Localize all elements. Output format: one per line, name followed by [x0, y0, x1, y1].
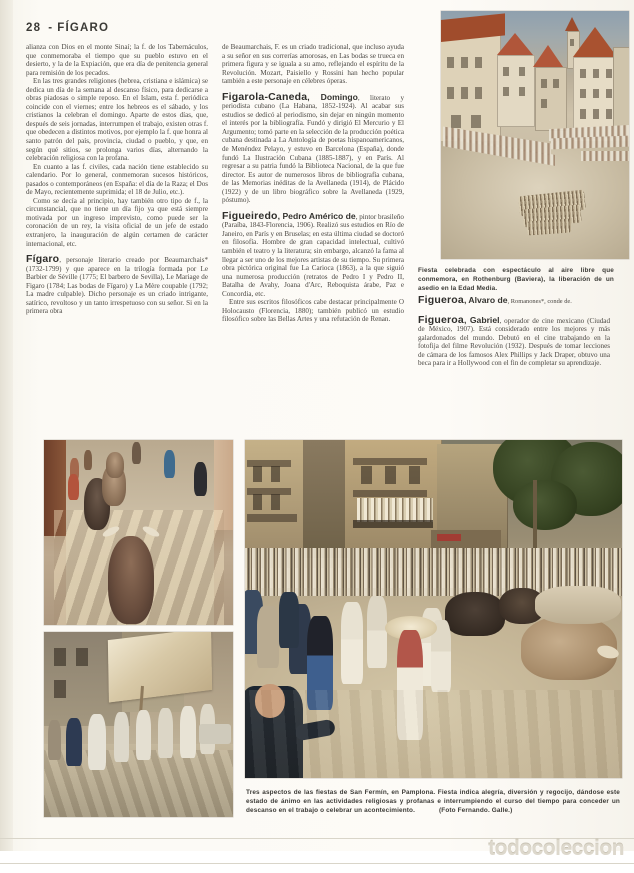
window: [471, 115, 481, 128]
entry-body: , literato y periodista cubano (La Habana, 1852-1924). Al acabar sus estudios se dedicó al periodismo, sin dejar en ningún momento el interés por la bibliografía. Fundó y dirigió El Mercurio y El Argumento; tomó parte en la selección de la producción poética cubana destinada a La Antología de poetas hispanoamericanos, de Menéndez Pelayo, y estuvo en Barcelona (España), donde fundó La Ilustración Cubana (1885-1887), y en París. Al regresar a su patria fundó la Biblioteca Nacional, de la que fue director. Es autor de numerosos libros de bibliografía cubana, de las Memorias inéditas de la Avellaneda (1914), de Plácido (1922) y de un libro biográfico sobre la Avellaneda (1929, póstumo).: [222, 93, 404, 205]
window: [447, 87, 454, 99]
paragraph: alianza con Dios en el monte Sinaí; la f. de los Tabernáculos, que conmemoraba el tiempo que su pueblo estuvo en el desierto, y la de la Expiación, que era día de penitencia general para remisión de los pecados.: [26, 43, 208, 77]
window: [606, 69, 612, 78]
building: [303, 440, 348, 558]
window: [451, 115, 461, 128]
dictionary-entry-figueroa-alvaro: [418, 296, 610, 307]
window: [54, 648, 66, 666]
caption-rothenburg: Fiesta celebrada con espectáculo al aire libre que conmemora, en Rothenburg (Baviera), la liberación de un asedio en la Edad Media.: [418, 267, 614, 293]
balcony: [353, 458, 427, 465]
entry-subheadword: , Gabriel: [463, 314, 500, 325]
dictionary-entry-figaro: [26, 255, 208, 316]
window: [271, 466, 280, 482]
bull: [445, 592, 505, 636]
shop-sign: [437, 534, 461, 541]
window: [503, 87, 509, 96]
balcony: [353, 520, 433, 528]
window: [593, 69, 599, 78]
paragraph: En cuanto a las f. civiles, cada nación tiene establecido su calendario. Por lo general, conmemoran sucesos históricos, pasados o contemporáneos (en España: el día de la Raza; el Dos de Mayo, recientemente suprimida; el 18 de Julio, etc.).: [26, 162, 208, 197]
crowd: [581, 151, 629, 161]
window: [519, 67, 525, 76]
entry-headword: Figueroa: [418, 313, 464, 326]
runner: [341, 602, 363, 684]
entry-headword: Figarola-Caneda: [222, 90, 308, 103]
dictionary-entry-figarola-caneda: [222, 90, 404, 205]
window: [76, 648, 88, 666]
person: [114, 712, 129, 762]
gable-roof: [497, 33, 533, 55]
runner: [84, 450, 92, 470]
page-number: 28: [26, 22, 42, 34]
window: [580, 69, 586, 78]
entry-body: , Romanones*, conde de.: [507, 298, 572, 305]
building: [535, 67, 567, 131]
window: [541, 79, 547, 88]
bull-steer: [535, 586, 621, 624]
dictionary-entry-figueiredo: [222, 209, 404, 298]
entry-body: , pintor brasileño (Paraíba, 1843-Florencia, 1906). Realizó sus estudios en Río de Janeiro, en París y en Bruselas; en esta última ciudad se doctoró en filosofía. Hombre de gran capacidad intelectual, cultivó también el teatro y la literatura; sin embargo, alcanzó la fama al llegar a ser uno de los mejores artistas de su tiempo. Su primera obra pictórica original fue La Carioca (1863), a la que siguió una numerosa producción (retratos de Pedro I y Pedro II, Batalha de Avahy, Joana d'Arc, Reboquista árabe, Paz e Concordia, etc.: [222, 212, 404, 298]
paragraph: Entre sus escritos filosóficos cabe destacar principalmente O Holocausto (Florencia, 1880); también publicó un estudio filosófico sobre las Bellas Artes y una refutación de Renan.: [222, 298, 404, 324]
balcony-spectators: [357, 498, 433, 522]
bull: [106, 452, 124, 478]
window: [541, 99, 547, 108]
window: [409, 466, 420, 484]
lamp-post: [533, 480, 537, 548]
runner: [68, 474, 79, 500]
watermark-todocoleccion: todocoleccion: [488, 837, 624, 860]
window: [54, 680, 66, 698]
window: [593, 89, 599, 98]
scan-left-edge: [0, 0, 13, 873]
runner: [132, 442, 141, 464]
paragraph: En las tres grandes religiones (hebrea, cristiana e islámica) se dedica un día de la semana al descanso físico, para dedicarse a obras piadosas o simple reposo. En el Islam, esta f. periódica coincide con el viernes; entre los hebreos es el sábado, y los cristianos la celebran el domingo. Aparte de estos días, que, después de seis jornadas, interrumpen el trabajo, existen otras f. que obedecen a distintos motivos, por ejemplo la f. que honra al santo patrón del país, provincia, ciudad o pueblo, y que, en según qué sitios, se prolonga varios días, alternando la celebración religiosa con la profana.: [26, 77, 208, 163]
window: [606, 89, 612, 98]
person: [48, 720, 61, 760]
entry-subheadword: , Alvaro de: [463, 295, 508, 305]
window: [606, 109, 612, 119]
window: [361, 466, 372, 484]
window: [271, 494, 280, 510]
caption-san-fermin: [246, 788, 620, 816]
runner: [279, 592, 299, 648]
balcony: [353, 490, 427, 497]
person: [158, 708, 173, 758]
photo-bull-run-street: [44, 440, 233, 625]
window: [253, 494, 262, 510]
dictionary-entry-figueroa-gabriel: [418, 313, 610, 368]
person: [66, 718, 82, 766]
window: [385, 466, 396, 484]
person: [180, 706, 196, 758]
entry-subheadword: , Domingo: [307, 91, 358, 102]
window: [475, 87, 482, 99]
bull-foreground: [108, 536, 154, 624]
runner: [194, 462, 207, 496]
gable-roof: [533, 45, 563, 67]
person: [88, 714, 106, 770]
tree: [513, 480, 577, 530]
entry-headword: Figueroa: [418, 294, 464, 306]
page-title: FÍGARO: [57, 22, 110, 34]
text-column-left: [26, 43, 208, 316]
balcony: [247, 514, 297, 522]
window: [580, 109, 586, 119]
runner: [367, 596, 387, 668]
window: [253, 466, 262, 482]
runner: [257, 606, 279, 668]
page-header: [26, 22, 109, 34]
window: [519, 87, 525, 96]
photo-credit: (Foto Fernando. Galle.): [438, 807, 513, 815]
gable-roof: [573, 27, 617, 57]
window: [553, 79, 559, 88]
photo-rothenburg-square: [441, 11, 629, 259]
entry-body: , personaje literario creado por Beaumarchais* (1732-1799) y que aparece en la trilogía formada por Le Barbier de Séville (1775; El barbero de Sevilla), Le Mariage de Figaro (1784; Las bodas de Fígaro) y La Mère coupable (1792; La madre culpable). Dicho personaje es un criado intrigante, satírico, revoltoso y un tanto irrespetuoso con su señor. Si en la primera obra: [26, 256, 208, 316]
parked-car: [199, 724, 231, 744]
entry-body: , operador de cine mexicano (Ciudad de México, 1907). Está considerado entre los mejores y más galardonados del mundo. Debutó en el cine trabajando en la fotofija del filme Revolución (1932). Después de tomar lecciones de cámara de los famosos Alex Phillips y Jack Draper, obtuvo una beca para ir a Hollywood con el fin de completar su aprendizaje.: [418, 316, 610, 368]
window: [580, 89, 586, 98]
scan-hairline-bottom: [0, 863, 634, 864]
window: [503, 67, 509, 76]
entry-headword: Figueiredo: [222, 209, 278, 222]
window: [461, 57, 468, 68]
window: [593, 109, 599, 119]
photo-san-fermin-bull-run: [245, 440, 622, 778]
window: [475, 57, 482, 68]
paragraph: de Beaumarchais, F. es un criado tradicional, que incluso ayuda a su señor en sus correrías amorosas, en Las bodas se trueca en primera figura y se iguala a su amo, reflejando el espíritu de la Revolución. Mozart, Paisiello y Rossini han hecho popular también a este personaje en célebres óperas.: [222, 43, 404, 86]
entry-subheadword: , Pedro Américo de: [277, 210, 356, 221]
runner: [164, 450, 175, 478]
paragraph: Como se decía al principio, hay también otro tipo de f., la circunstancial, que no tiene un día fijo ya que está siempre motivada por un ingreso imprevisto, como puede ser la coronación de un rey, la visita oficial de un jefe de estado extranjero, la inauguración de algún certamen de carácter internacional, etc.: [26, 196, 208, 248]
photo-procession-banner: [44, 632, 233, 817]
ground-texture: [245, 690, 622, 778]
window: [447, 57, 454, 68]
header-separator: -: [48, 22, 54, 34]
caption-text: Tres aspectos de las fiestas de San Fermín, en Pamplona. Fiesta indica alegría, diversión y regocijo, dándose este estado de ánimo en las actividades religiosas y profanas e interrumpiendo el curso del tiempo para conceder un descanso en el trabajo o celebrar un acontecimiento.: [246, 789, 620, 815]
text-column-middle: [222, 43, 404, 324]
entry-headword: Fígaro: [26, 253, 60, 266]
window: [461, 87, 468, 99]
person: [136, 710, 151, 760]
